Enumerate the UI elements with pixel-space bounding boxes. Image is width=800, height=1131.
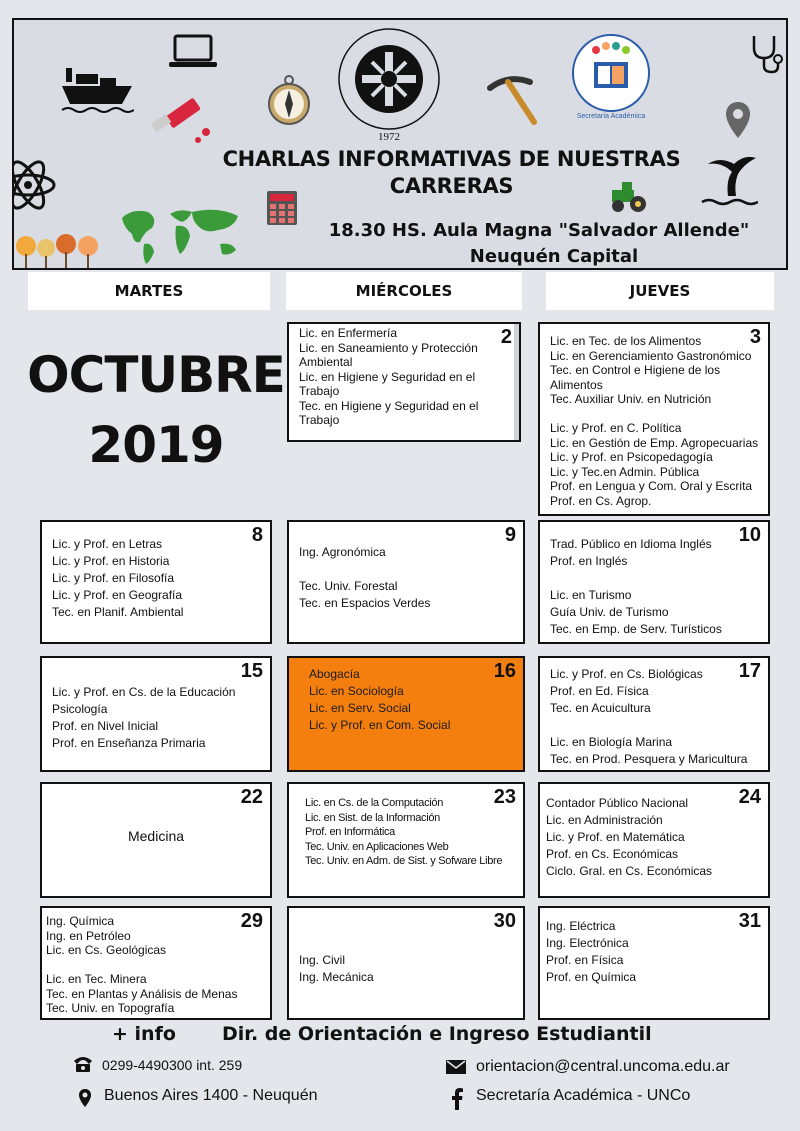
date-cell-22 <box>40 782 272 898</box>
phone-icon <box>72 1055 94 1073</box>
career-item: Tec. en Prod. Pesquera y Maricultura <box>550 752 748 766</box>
date-cell-3 <box>538 322 770 516</box>
svg-text:1972: 1972 <box>378 131 400 143</box>
career-list <box>305 796 515 869</box>
career-item: Lic. y Prof. en Geografía <box>52 588 183 602</box>
date-number: 17 <box>738 660 761 682</box>
career-list <box>550 666 760 768</box>
career-list <box>309 666 515 734</box>
compass-icon <box>266 70 312 126</box>
university-seal-icon <box>336 26 442 144</box>
more-info-label: + info <box>112 1023 176 1045</box>
career-item: Lic. y Prof. en Cs. de la Educación <box>52 685 236 699</box>
career-item: Ing. Química <box>46 914 115 928</box>
spacer <box>550 717 760 734</box>
career-item: Lic. y Tec.en Admin. Pública <box>550 464 700 479</box>
career-item: Ing. Eléctrica <box>546 919 616 933</box>
career-item: Lic. en Biología Marina <box>550 735 673 749</box>
facebook-icon <box>451 1088 463 1110</box>
career-item: Tec. Univ. Forestal <box>299 579 398 593</box>
career-item: Tec. en Higiene y Seguridad en el <box>299 398 479 413</box>
career-item: Tec. en Control e Higiene de los <box>550 363 721 377</box>
day-header-martes: MARTES <box>28 272 270 310</box>
career-item: Lic. en Turismo <box>550 588 632 602</box>
career-list <box>299 952 515 986</box>
atom-icon <box>12 152 56 218</box>
pickaxe-icon <box>484 72 540 128</box>
career-item: Ing. Mecánica <box>299 970 374 984</box>
date-number: 16 <box>493 660 516 682</box>
date-number: 15 <box>240 660 263 682</box>
career-item: Abogacía <box>309 667 360 681</box>
career-item: Lic. y Prof. en Cs. Biológicas <box>550 667 703 681</box>
career-item: Tec. en Plantas y Análisis de Menas <box>46 986 238 1001</box>
date-cell-23 <box>287 782 525 898</box>
title-line-1: CHARLAS INFORMATIVAS DE NUESTRAS <box>222 147 681 171</box>
career-item: Lic. y Prof. en Historia <box>52 554 170 568</box>
date-number: 31 <box>738 910 761 932</box>
career-item: Lic. en Saneamiento y Protección <box>299 340 478 355</box>
career-item: Prof. en Enseñanza Primaria <box>52 736 206 750</box>
career-item: Tec. Univ. en Aplicaciones Web <box>305 840 449 853</box>
date-cell-10 <box>538 520 770 644</box>
career-item: Trabajo <box>299 413 340 427</box>
career-item: Tec. en Espacios Verdes <box>299 596 431 610</box>
date-number: 10 <box>738 524 761 546</box>
month-year-heading <box>26 340 286 480</box>
ship-icon <box>60 60 134 115</box>
cell-shadow <box>514 324 519 440</box>
date-cell-17 <box>538 656 770 772</box>
career-item: Prof. en Cs. Económicas <box>546 847 679 861</box>
career-item: Lic. en Cs. Geológicas <box>46 943 167 957</box>
career-item: Trad. Público en Idioma Inglés <box>550 537 712 551</box>
date-cell-29 <box>40 906 272 1020</box>
career-item: Lic. en Sist. de la Información <box>305 811 440 824</box>
career-list <box>546 795 760 880</box>
day-header-jueves: JUEVES <box>546 272 774 310</box>
date-number: 30 <box>493 910 516 932</box>
career-item: Lic. en Sociología <box>309 684 404 698</box>
day-header-miercoles: MIÉRCOLES <box>286 272 522 310</box>
career-item: Prof. en Física <box>546 953 624 967</box>
career-item: Prof. en Ed. Física <box>550 684 649 698</box>
career-item: Contador Público Nacional <box>546 796 689 810</box>
career-item: Tec. en Emp. de Serv. Turísticos <box>550 622 722 636</box>
career-item: Guía Univ. de Turismo <box>550 605 669 619</box>
location-icon <box>78 1088 92 1108</box>
date-cell-9 <box>287 520 525 644</box>
career-list <box>299 544 515 612</box>
career-item: Lic. y Prof. en Matemática <box>546 830 685 844</box>
month-label: OCTUBRE <box>27 346 285 404</box>
career-item: Prof. en Lengua y Com. Oral y Escrita <box>550 479 753 493</box>
world-map-icon <box>118 204 246 266</box>
career-item: Lic. y Prof. en C. Política <box>550 421 682 435</box>
date-cell-24 <box>538 782 770 898</box>
spacer <box>299 561 515 578</box>
date-cell-2 <box>287 322 521 442</box>
facebook-page[interactable]: Secretaría Académica - UNCo <box>476 1087 691 1104</box>
career-item: Lic. y Prof. en Filosofía <box>52 571 175 585</box>
date-number: 9 <box>504 524 516 546</box>
date-number: 8 <box>251 524 263 546</box>
year-label: 2019 <box>88 416 224 474</box>
date-cell-15 <box>40 656 272 772</box>
date-cell-16 <box>287 656 525 772</box>
event-city: Neuquén Capital <box>469 246 639 267</box>
career-item: Tec. Univ. en Topografía <box>46 1001 175 1015</box>
date-cell-31 <box>538 906 770 1020</box>
career-item: Lic. en Higiene y Seguridad en el <box>299 369 476 384</box>
laptop-icon <box>168 34 218 70</box>
career-item: Psicología <box>52 702 108 716</box>
career-list <box>299 326 511 428</box>
date-cell-30 <box>287 906 525 1020</box>
page-title <box>164 146 739 200</box>
career-item: Lic. y Prof. en Com. Social <box>309 718 451 732</box>
title-line-2: CARRERAS <box>389 174 514 198</box>
career-item: Lic. en Serv. Social <box>309 701 411 715</box>
event-time-place: 18.30 HS. Aula Magna "Salvador Allende" <box>328 220 750 241</box>
email-link[interactable]: orientacion@central.uncoma.edu.ar <box>476 1058 730 1075</box>
map-pin-icon <box>724 100 752 140</box>
career-item: Lic. en Administración <box>546 813 663 827</box>
career-item: Lic. en Gerenciamiento Gastronómico <box>550 348 752 363</box>
career-item: Lic. y Prof. en Psicopedagogía <box>550 450 713 464</box>
spacer <box>46 958 262 973</box>
header-banner <box>12 18 788 270</box>
date-number: 29 <box>240 910 263 932</box>
career-item: Prof. en Informática <box>305 826 395 838</box>
career-item: Alimentos <box>550 377 603 392</box>
spacer <box>550 570 760 587</box>
phone-number: 0299-4490300 int. 259 <box>102 1057 243 1073</box>
career-item: Ing. Civil <box>299 953 346 967</box>
address: Buenos Aires 1400 - Neuquén <box>104 1087 318 1104</box>
secretaria-logo-icon <box>570 32 652 124</box>
career-item: Ing. en Petróleo <box>46 928 131 943</box>
trees-icon <box>14 230 110 270</box>
date-number: 22 <box>240 786 263 808</box>
date-number: 23 <box>493 786 516 808</box>
career-list <box>550 334 760 508</box>
spacer <box>550 407 760 422</box>
career-item: Prof. en Cs. Agrop. <box>550 493 652 508</box>
syringe-icon <box>146 92 216 148</box>
date-number: 24 <box>738 786 761 808</box>
career-list <box>46 914 262 1016</box>
career-item: Ciclo. Gral. en Cs. Económicas <box>546 864 713 878</box>
career-item: Ambiental <box>299 355 353 369</box>
career-list <box>52 536 262 621</box>
career-item: Ing. Electrónica <box>546 936 629 950</box>
career-item: Trabajo <box>299 384 340 398</box>
career-item: Lic. en Tec. Minera <box>46 972 147 986</box>
career-item: Tec. en Acuicultura <box>550 701 651 715</box>
career-item: Prof. en Química <box>546 970 637 984</box>
career-item: Lic. en Cs. de la Computación <box>305 797 444 809</box>
career-item: Tec. Auxiliar Univ. en Nutrición <box>550 392 712 406</box>
career-list <box>546 918 760 986</box>
career-item: Lic. en Tec. de los Alimentos <box>550 334 702 348</box>
career-item: Prof. en Inglés <box>550 554 628 568</box>
stethoscope-icon <box>748 32 784 76</box>
career-item: Tec. Univ. en Adm. de Sist. y Sofware Libre <box>305 855 503 867</box>
svg-text:Secretaría Académica: Secretaría Académica <box>576 113 646 120</box>
career-item: Tec. en Planif. Ambiental <box>52 605 184 619</box>
office-name: Dir. de Orientación e Ingreso Estudiantil <box>222 1023 652 1045</box>
mail-icon <box>446 1060 466 1074</box>
date-number: 2 <box>500 326 512 348</box>
career-item: Lic. en Gestión de Emp. Agropecuarias <box>550 435 759 450</box>
career-item: Prof. en Nivel Inicial <box>52 719 159 733</box>
career-item: Lic. y Prof. en Letras <box>52 537 163 551</box>
career-item: Lic. en Enfermería <box>299 326 398 340</box>
date-cell-8 <box>40 520 272 644</box>
career-item: Ing. Agronómica <box>299 545 386 559</box>
date-number: 3 <box>749 326 761 348</box>
career-list <box>52 684 262 752</box>
career-single: Medicina <box>127 828 185 844</box>
career-list <box>550 536 760 638</box>
